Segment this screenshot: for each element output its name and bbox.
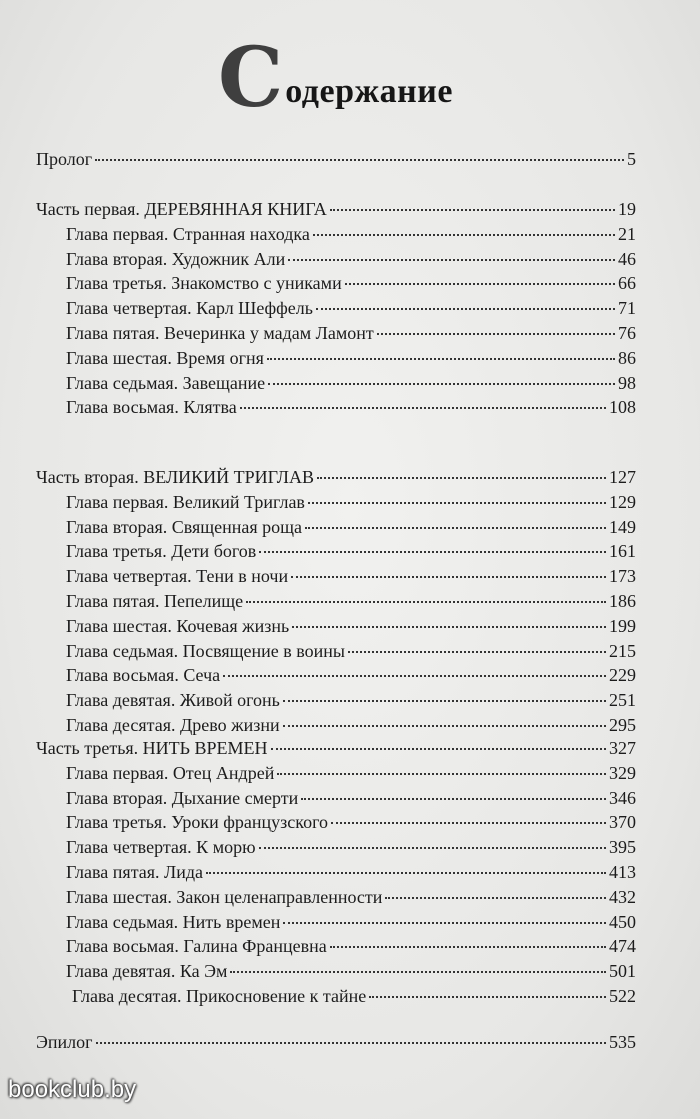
toc-entry-title: Глава десятая. Древо жизни (66, 715, 280, 735)
toc-entry-page: 71 (618, 298, 636, 318)
toc-entry-title: Глава седьмая. Нить времен (66, 912, 281, 932)
toc-entry-page: 395 (609, 837, 636, 857)
toc-chapter (66, 297, 636, 321)
dot-leader (240, 407, 606, 409)
toc-entry-title: Часть третья. НИТЬ ВРЕМЕН (36, 738, 268, 758)
dot-leader (348, 651, 606, 653)
toc-entry-title: Глава четвертая. Карл Шеффель (66, 298, 313, 318)
toc-chapter (66, 491, 636, 515)
toc-chapter (66, 516, 636, 540)
toc-entry-page: 199 (609, 616, 636, 636)
toc-part (36, 198, 636, 222)
toc-chapter (66, 836, 636, 860)
toc-chapter (66, 590, 636, 614)
dot-leader (301, 798, 606, 800)
dot-leader (330, 946, 606, 948)
toc-entry-title: Эпилог (36, 1032, 93, 1052)
dot-leader (385, 897, 606, 899)
toc-chapter (66, 223, 636, 247)
toc-entry-page: 432 (609, 887, 636, 907)
dot-leader (230, 971, 606, 973)
toc-entry-title: Глава пятая. Лида (66, 862, 204, 882)
toc-chapter (66, 811, 636, 835)
toc-entry-page: 127 (609, 467, 636, 487)
toc-entry-title: Глава вторая. Художник Али (66, 249, 286, 269)
toc-entry-page: 149 (609, 517, 636, 537)
toc-chapter (66, 272, 636, 296)
toc-chapter (66, 787, 636, 811)
toc-chapter (66, 372, 636, 396)
toc-entry-page: 229 (609, 665, 636, 685)
toc-chapter (66, 347, 636, 371)
toc-entry-page: 161 (609, 541, 636, 561)
toc-chapter (66, 565, 636, 589)
toc-entry-page: 108 (609, 397, 636, 417)
dot-leader (305, 527, 606, 529)
toc-chapter (66, 540, 636, 564)
toc-entry-page: 21 (618, 224, 636, 244)
toc-chapter (66, 689, 636, 713)
toc-entry-page: 413 (609, 862, 636, 882)
toc-chapter (66, 762, 636, 786)
toc-chapter (66, 911, 636, 935)
toc-entry-title: Глава первая. Странная находка (66, 224, 310, 244)
dot-leader (331, 822, 606, 824)
toc-entry-page: 19 (618, 199, 636, 219)
dot-leader (377, 333, 615, 335)
dot-leader (313, 234, 615, 236)
toc-entry-page: 329 (609, 763, 636, 783)
toc-chapter (66, 396, 636, 420)
dot-leader (259, 847, 606, 849)
toc-chapter (66, 615, 636, 639)
toc-chapter (66, 640, 636, 664)
toc-entry-page: 251 (609, 690, 636, 710)
toc-part (36, 466, 636, 490)
dot-leader (316, 308, 615, 310)
dot-leader (95, 159, 624, 161)
toc-entry-title: Глава десятая. Прикосновение к тайне (72, 986, 367, 1006)
toc-epilogue (36, 1031, 636, 1055)
toc-entry-page: 370 (609, 812, 636, 832)
toc-entry-page: 186 (609, 591, 636, 611)
toc-chapter (66, 886, 636, 910)
dot-leader (206, 872, 606, 874)
toc-entry-title: Глава первая. Отец Андрей (66, 763, 275, 783)
dot-leader (268, 383, 615, 385)
toc-entry-page: 215 (609, 641, 636, 661)
toc-entry-page: 98 (618, 373, 636, 393)
toc-entry-page: 66 (618, 273, 636, 293)
toc-chapter (72, 985, 636, 1009)
toc-entry-title: Глава шестая. Время огня (66, 348, 264, 368)
toc-chapter (66, 935, 636, 959)
toc-entry-title: Глава девятая. Живой огонь (66, 690, 280, 710)
dot-leader (308, 502, 606, 504)
dot-leader (96, 1042, 606, 1044)
toc-entry-title: Глава вторая. Дыхание смерти (66, 788, 299, 808)
toc-entry-page: 46 (618, 249, 636, 269)
toc-entry-title: Глава четвертая. Тени в ночи (66, 566, 289, 586)
dot-leader (283, 725, 606, 727)
toc-entry-title: Глава шестая. Кочевая жизнь (66, 616, 290, 636)
toc-entry-page: 535 (609, 1032, 636, 1052)
toc-entry-page: 327 (609, 738, 636, 758)
dot-leader (277, 773, 606, 775)
title-dropcap: С (218, 30, 284, 126)
toc-entry-title: Глава первая. Великий Триглав (66, 492, 305, 512)
toc-entry-title: Глава третья. Знакомство с униками (66, 273, 342, 293)
toc-prologue (36, 148, 636, 172)
dot-leader (259, 551, 606, 553)
toc-entry-title: Глава девятая. Ка Эм (66, 961, 228, 981)
toc-entry-title: Глава вторая. Священная роща (66, 517, 303, 537)
toc-entry-page: 450 (609, 912, 636, 932)
dot-leader (271, 748, 606, 750)
toc-chapter (66, 248, 636, 272)
dot-leader (369, 996, 606, 998)
toc-chapter (66, 664, 636, 688)
toc-entry-title: Глава третья. Дети богов (66, 541, 257, 561)
toc-entry-title: Глава седьмая. Посвящение в воины (66, 641, 345, 661)
toc-entry-title: Глава пятая. Пепелище (66, 591, 244, 611)
toc-entry-page: 346 (609, 788, 636, 808)
toc-entry-title: Часть первая. ДЕРЕВЯННАЯ КНИГА (36, 199, 327, 219)
toc-entry-title: Глава восьмая. Сеча (66, 665, 221, 685)
toc-entry-page: 501 (609, 961, 636, 981)
toc-entry-title: Глава восьмая. Клятва (66, 397, 237, 417)
dot-leader (345, 283, 615, 285)
toc-entry-page: 474 (609, 936, 636, 956)
toc-entry-title: Глава пятая. Вечеринка у мадам Ламонт (66, 323, 374, 343)
toc-chapter (66, 714, 636, 738)
toc-entry-page: 129 (609, 492, 636, 512)
toc-entry-page: 5 (627, 149, 636, 169)
toc-entry-page: 86 (618, 348, 636, 368)
dot-leader (291, 576, 606, 578)
dot-leader (246, 601, 606, 603)
toc-chapter (66, 960, 636, 984)
dot-leader (330, 209, 615, 211)
toc-entry-title: Часть вторая. ВЕЛИКИЙ ТРИГЛАВ (36, 467, 314, 487)
dot-leader (283, 700, 606, 702)
toc-entry-title: Глава восьмая. Галина Францевна (66, 936, 327, 956)
toc-entry-title: Глава шестая. Закон целенаправленности (66, 887, 383, 907)
toc-entry-title: Глава седьмая. Завещание (66, 373, 266, 393)
toc-entry-page: 76 (618, 323, 636, 343)
toc-entry-page: 173 (609, 566, 636, 586)
toc-entry-page: 522 (609, 986, 636, 1006)
toc-entry-title: Пролог (36, 149, 93, 169)
toc-part (36, 737, 636, 761)
toc-entry-title: Глава четвертая. К морю (66, 837, 256, 857)
dot-leader (267, 358, 615, 360)
toc-entry-page: 295 (609, 715, 636, 735)
toc-chapter (66, 322, 636, 346)
dot-leader (283, 922, 606, 924)
watermark: bookclub.by (8, 1076, 137, 1103)
toc-entry-title: Глава третья. Уроки французского (66, 812, 329, 832)
toc-chapter (66, 861, 636, 885)
dot-leader (288, 259, 615, 261)
dot-leader (223, 675, 606, 677)
dot-leader (317, 477, 606, 479)
dot-leader (292, 626, 606, 628)
title-text: одержание (285, 73, 453, 110)
